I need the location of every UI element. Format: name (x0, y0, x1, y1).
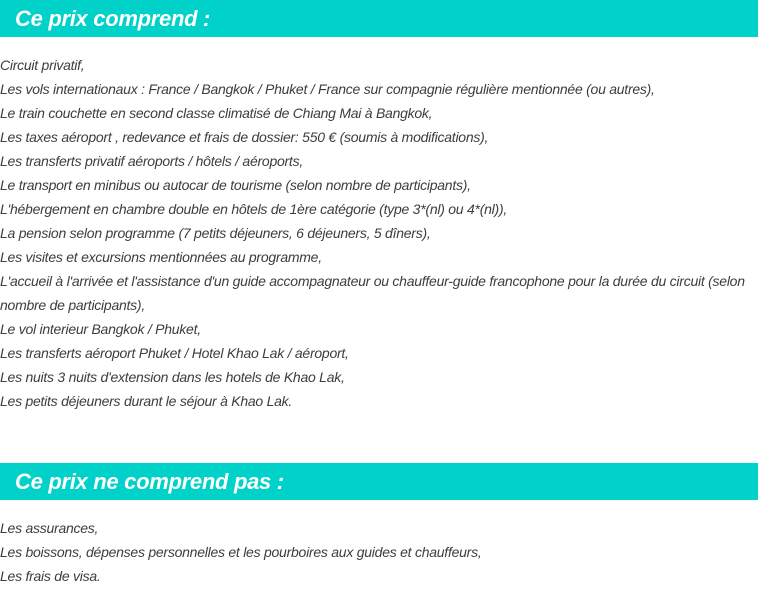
excluded-item: Les boissons, dépenses personnelles et les pourboires aux guides et chauffeurs, (0, 544, 482, 560)
included-item: Les visites et excursions mentionnées au programme, (0, 249, 322, 265)
included-item: Les taxes aéroport , redevance et frais de dossier: 550 € (soumis à modifications), (0, 129, 489, 145)
included-item: Les petits déjeuners durant le séjour à Khao Lak. (0, 393, 293, 409)
included-item: Le train couchette en second classe climatisé de Chiang Mai à Bangkok, (0, 105, 433, 121)
excluded-section-header (0, 463, 758, 500)
excluded-item: Les frais de visa. (0, 568, 101, 584)
included-section-header (0, 0, 758, 37)
included-item: La pension selon programme (7 petits déjeuners, 6 déjeuners, 5 dîners), (0, 225, 431, 241)
included-item: Les transferts privatif aéroports / hôtels / aéroports, (0, 153, 303, 169)
excluded-item: Les assurances, (0, 520, 99, 536)
included-item: Les transferts aéroport Phuket / Hotel Khao Lak / aéroport, (0, 345, 349, 361)
included-item: L'accueil à l'arrivée et l'assistance d'un guide accompagnateur ou chauffeur-guide francophone pour la durée du circuit (selon nombre de participants), (0, 273, 745, 313)
included-item: L'hébergement en chambre double en hôtels de 1ère catégorie (type 3*(nl) ou 4*(nl)), (0, 201, 507, 217)
included-list (0, 53, 758, 413)
included-item: Circuit privatif, (0, 57, 85, 73)
included-title: Ce prix comprend : (0, 0, 758, 37)
included-item: Le transport en minibus ou autocar de tourisme (selon nombre de participants), (0, 177, 471, 193)
included-item: Les vols internationaux : France / Bangkok / Phuket / France sur compagnie régulière mentionnée (ou autres), (0, 81, 655, 97)
included-item: Le vol interieur Bangkok / Phuket, (0, 321, 201, 337)
included-item: Les nuits 3 nuits d'extension dans les hotels de Khao Lak, (0, 369, 345, 385)
excluded-title: Ce prix ne comprend pas : (0, 463, 758, 500)
excluded-list (0, 516, 758, 588)
